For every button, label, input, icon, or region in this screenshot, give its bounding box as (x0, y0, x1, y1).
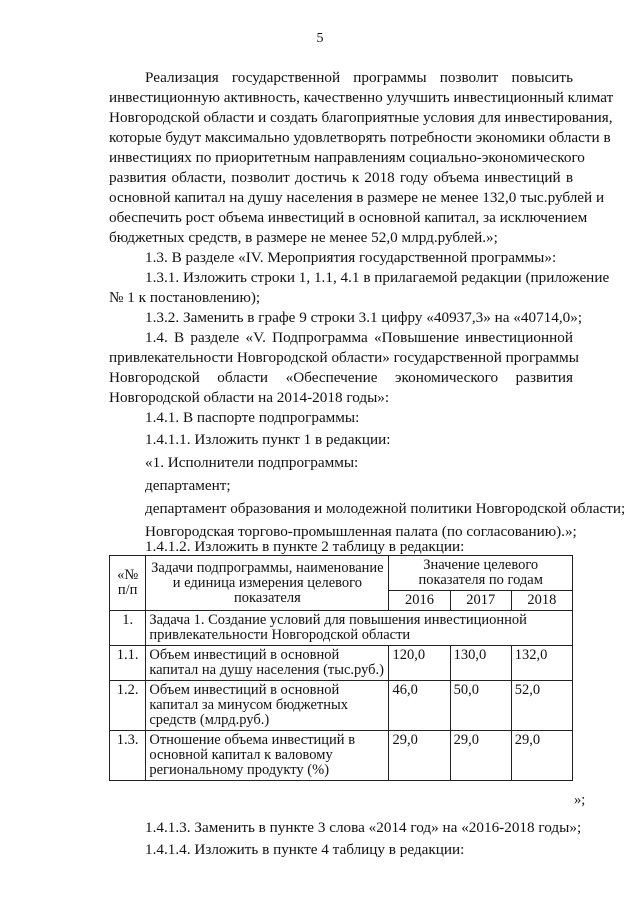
page-number: 5 (316, 31, 324, 46)
header-num: «№ п/п (110, 556, 146, 611)
paragraph-line: развития области, позволит достичь к 2018 году объема инвестиций в (109, 169, 573, 186)
row-value-2017: 29,0 (450, 731, 511, 781)
quote-line: департамент; (145, 477, 231, 494)
table-row (110, 646, 573, 681)
item-1-4-1: 1.4.1. В паспорте подпрограммы: (145, 409, 360, 426)
item-1-4-cont: привлекательности Новгородской области» государственной программы (109, 349, 579, 366)
table-task-row (110, 611, 573, 646)
task-num: 1. (110, 611, 146, 646)
item-1-4-1-2: 1.4.1.2. Изложить в пункте 2 таблицу в редакции: (145, 538, 465, 555)
quote-line: Новгородская торгово-промышленная палата (по согласованию).»; (145, 523, 577, 540)
row-num: 1.3. (110, 731, 146, 781)
task-text: Задача 1. Создание условий для повышения инвестиционной привлекательности Новгородской области (146, 611, 573, 646)
row-value-2016: 120,0 (389, 646, 450, 681)
quote-line: «1. Исполнители подпрограммы: (145, 454, 359, 471)
row-text: Объем инвестиций в основной капитал на душу населения (тыс.руб.) (146, 646, 389, 681)
row-value-2018: 132,0 (511, 646, 572, 681)
table-header-row (110, 556, 573, 591)
table-row (110, 731, 573, 781)
targets-table (109, 555, 573, 781)
row-value-2018: 52,0 (511, 681, 572, 731)
row-value-2016: 29,0 (389, 731, 450, 781)
table-closing-quote: »; (574, 792, 586, 808)
header-year-2016: 2016 (389, 591, 450, 611)
item-1-4-1-1: 1.4.1.1. Изложить пункт 1 в редакции: (145, 431, 391, 448)
paragraph-line: инвестиционную активность, качественно улучшить инвестиционный климат (109, 89, 614, 106)
row-value-2016: 46,0 (389, 681, 450, 731)
row-num: 1.1. (110, 646, 146, 681)
header-value: Значение целевого показателя по годам (389, 556, 573, 591)
item-1-4-cont: Новгородской области «Обеспечение экономического развития (109, 369, 573, 386)
row-value-2017: 50,0 (450, 681, 511, 731)
paragraph-line: инвестициях по приоритетным направлениям социально-экономического (109, 149, 585, 166)
item-1-3-1-cont: № 1 к постановлению); (109, 289, 261, 306)
row-text: Объем инвестиций в основной капитал за минусом бюджетных средств (млрд.руб.) (146, 681, 389, 731)
row-num: 1.2. (110, 681, 146, 731)
table-row (110, 681, 573, 731)
paragraph-line: которые будут максимально удовлетворять потребности экономики области в (109, 129, 611, 146)
item-1-3-1: 1.3.1. Изложить строки 1, 1.1, 4.1 в прилагаемой редакции (приложение (145, 269, 610, 286)
item-1-4-1-4: 1.4.1.4. Изложить в пункте 4 таблицу в редакции: (145, 841, 465, 858)
item-1-4-1-3: 1.4.1.3. Заменить в пункте 3 слова «2014 год» на «2016-2018 годы»; (145, 819, 582, 836)
quote-line: департамент образования и молодежной политики Новгородской области; (145, 500, 626, 517)
item-1-3-2: 1.3.2. Заменить в графе 9 строки 3.1 цифру «40937,3» на «40714,0»; (145, 309, 583, 326)
header-task: Задачи подпрограммы, наименование и единица измерения целевого показателя (146, 556, 389, 611)
row-text: Отношение объема инвестиций в основной капитал к валовому региональному продукту (%) (146, 731, 389, 781)
item-1-3: 1.3. В разделе «IV. Мероприятия государственной программы»: (145, 249, 557, 266)
item-1-4: 1.4. В разделе «V. Подпрограмма «Повышение инвестиционной (145, 329, 573, 346)
header-year-2018: 2018 (511, 591, 572, 611)
paragraph-line: обеспечить рост объема инвестиций в основной капитал, за исключением (109, 209, 588, 226)
row-value-2018: 29,0 (511, 731, 572, 781)
paragraph-line: бюджетных средств, в размере не менее 52,0 млрд.рублей.»; (109, 229, 498, 246)
row-value-2017: 130,0 (450, 646, 511, 681)
paragraph-line: Новгородской области и создать благоприятные условия для инвестирования, (109, 109, 613, 126)
item-1-4-cont: Новгородской области на 2014-2018 годы»: (109, 389, 390, 406)
header-year-2017: 2017 (450, 591, 511, 611)
paragraph-line: Реализация государственной программы позволит повысить (145, 69, 573, 86)
paragraph-line: основной капитал на душу населения в размере не менее 132,0 тыс.рублей и (109, 189, 605, 206)
